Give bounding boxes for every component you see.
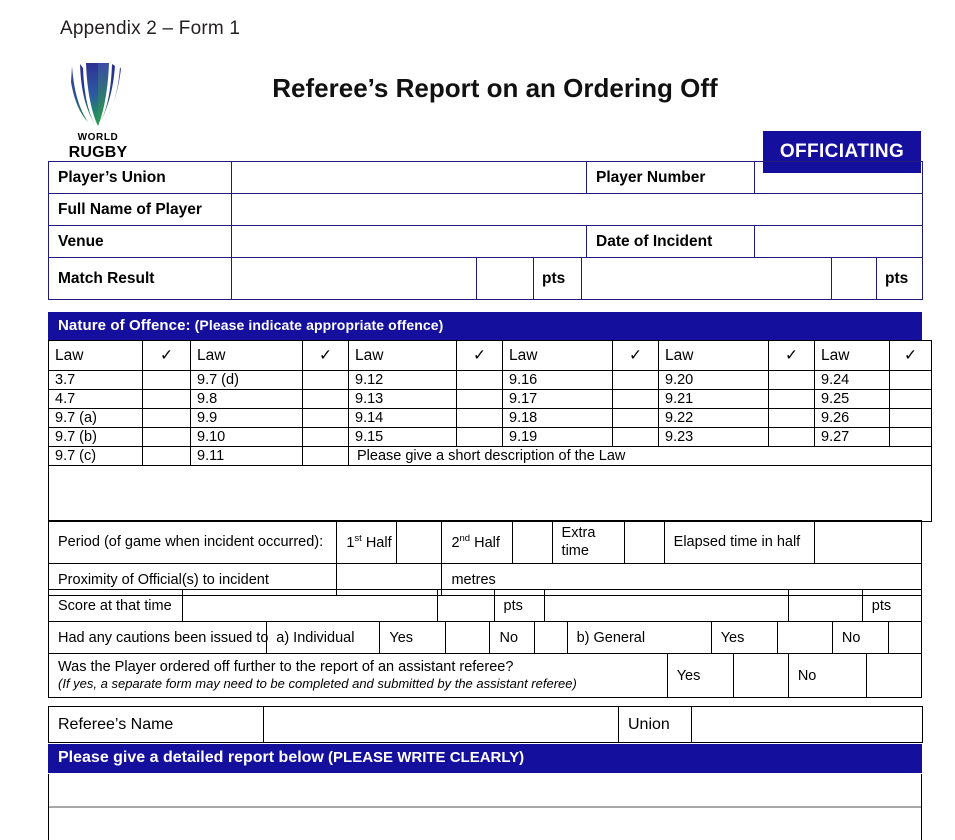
- tick-column-header-6: ✓: [890, 341, 932, 371]
- table-row: [49, 707, 923, 743]
- law-code: 3.7: [49, 371, 143, 390]
- officiating-badge: OFFICIATING: [763, 131, 921, 173]
- law-code: 9.13: [349, 390, 457, 409]
- match-result-team2-field[interactable]: [582, 258, 832, 300]
- table-row: [49, 447, 932, 466]
- cautions-individual-label: a) Individual: [267, 622, 380, 654]
- period-label: Period (of game when incident occurred):: [49, 521, 337, 564]
- brand-line-2: RUGBY: [68, 144, 128, 161]
- table-row: [49, 622, 922, 654]
- tick-column-header-3: ✓: [457, 341, 503, 371]
- law-checkbox[interactable]: [769, 371, 815, 390]
- law-code: 9.15: [349, 428, 457, 447]
- cautions-general-no-checkbox[interactable]: [888, 622, 921, 654]
- proximity-metres-label: metres: [442, 564, 922, 596]
- law-column-header-4: Law: [503, 341, 613, 371]
- law-code: 9.7 (b): [49, 428, 143, 447]
- match-result-pts-2: pts: [877, 258, 923, 300]
- players-union-field[interactable]: [232, 162, 587, 194]
- law-code: 9.21: [659, 390, 769, 409]
- first-half-label: [337, 521, 397, 564]
- law-code: 9.11: [191, 447, 303, 466]
- players-union-label: Player’s Union: [49, 162, 232, 194]
- referee-union-label: Union: [619, 707, 692, 743]
- match-result-pts-1: pts: [534, 258, 582, 300]
- assistant-yes-label: Yes: [667, 654, 733, 698]
- law-checkbox[interactable]: [143, 371, 191, 390]
- cautions-individual-no-label: No: [490, 622, 534, 654]
- law-code: 9.23: [659, 428, 769, 447]
- tick-column-header-2: ✓: [303, 341, 349, 371]
- table-row: [49, 466, 932, 522]
- incident-details-table: [48, 520, 922, 596]
- report-section-header: [48, 744, 922, 773]
- nature-of-offence-section: [48, 312, 922, 522]
- second-half-ordinal: nd: [459, 533, 471, 545]
- law-code: 9.8: [191, 390, 303, 409]
- player-details-table: [48, 161, 923, 258]
- law-description-prompt: Please give a short description of the Law: [349, 447, 932, 466]
- law-code: 9.22: [659, 409, 769, 428]
- table-row: [49, 162, 923, 194]
- world-rugby-wordmark: [52, 128, 144, 161]
- cautions-general-yes-checkbox[interactable]: [777, 622, 832, 654]
- page-title: Referee’s Report on an Ordering Off: [272, 73, 718, 103]
- table-row: [49, 371, 932, 390]
- first-half-checkbox[interactable]: [397, 521, 442, 564]
- law-code: 9.14: [349, 409, 457, 428]
- first-half-ordinal: st: [354, 533, 362, 545]
- shield-icon: [52, 62, 144, 130]
- match-result-score1-field[interactable]: [477, 258, 534, 300]
- law-checkbox[interactable]: [769, 409, 815, 428]
- cautions-individual-yes-label: Yes: [380, 622, 446, 654]
- table-row: [49, 428, 932, 447]
- table-row: [49, 654, 922, 698]
- law-code: 9.7 (c): [49, 447, 143, 466]
- law-code: 9.20: [659, 371, 769, 390]
- table-row: [49, 258, 923, 300]
- law-checkbox[interactable]: [890, 371, 932, 390]
- law-code: 9.17: [503, 390, 613, 409]
- score-table: [48, 589, 922, 622]
- full-name-label: Full Name of Player: [49, 194, 232, 226]
- score-value2-field[interactable]: [788, 590, 862, 622]
- date-of-incident-label: Date of Incident: [587, 226, 755, 258]
- law-code: 9.25: [815, 390, 890, 409]
- date-of-incident-field[interactable]: [755, 226, 923, 258]
- law-code: 9.19: [503, 428, 613, 447]
- law-code: 9.9: [191, 409, 303, 428]
- law-column-header-1: Law: [49, 341, 143, 371]
- law-checkbox[interactable]: [143, 390, 191, 409]
- law-checkbox[interactable]: [303, 409, 349, 428]
- law-column-header-5: Law: [659, 341, 769, 371]
- report-line[interactable]: [49, 774, 921, 808]
- law-checkbox[interactable]: [613, 390, 659, 409]
- law-checkbox[interactable]: [890, 409, 932, 428]
- referee-name-field[interactable]: [264, 707, 619, 743]
- match-result-label: Match Result: [49, 258, 232, 300]
- law-checkbox[interactable]: [143, 447, 191, 466]
- score-value1-field[interactable]: [438, 590, 494, 622]
- venue-label: Venue: [49, 226, 232, 258]
- law-code: 9.10: [191, 428, 303, 447]
- assistant-yes-checkbox[interactable]: [733, 654, 788, 698]
- proximity-label: Proximity of Official(s) to incident: [49, 564, 337, 596]
- cautions-table: [48, 621, 922, 654]
- cautions-general-no-label: No: [832, 622, 888, 654]
- law-code: 9.7 (d): [191, 371, 303, 390]
- report-body: [48, 774, 922, 840]
- law-checkbox[interactable]: [303, 390, 349, 409]
- appendix-label: Appendix 2 – Form 1: [60, 18, 241, 39]
- score-team1-field[interactable]: [183, 590, 438, 622]
- referee-union-field[interactable]: [692, 707, 923, 743]
- score-pts-2: pts: [862, 590, 921, 622]
- law-code: 9.26: [815, 409, 890, 428]
- law-checkbox[interactable]: [457, 371, 503, 390]
- law-code: 9.24: [815, 371, 890, 390]
- venue-field[interactable]: [232, 226, 587, 258]
- law-checkbox[interactable]: [457, 428, 503, 447]
- second-half-checkbox[interactable]: [512, 521, 552, 564]
- law-checkbox[interactable]: [890, 390, 932, 409]
- law-checkbox[interactable]: [769, 428, 815, 447]
- assistant-question-text: Was the Player ordered off further to the report of an assistant referee?: [58, 659, 514, 676]
- law-code: 4.7: [49, 390, 143, 409]
- form-header: [0, 58, 955, 162]
- law-description-field[interactable]: [49, 466, 932, 522]
- extra-time-label: Extra time: [552, 521, 624, 564]
- law-checkbox[interactable]: [303, 371, 349, 390]
- law-checkbox[interactable]: [303, 447, 349, 466]
- offence-header-main: Nature of Offence:: [58, 317, 191, 334]
- elapsed-time-field[interactable]: [814, 521, 921, 564]
- table-row: [49, 194, 923, 226]
- law-code: 9.12: [349, 371, 457, 390]
- match-result-team1-field[interactable]: [232, 258, 477, 300]
- law-checkbox[interactable]: [303, 428, 349, 447]
- law-code: 9.27: [815, 428, 890, 447]
- elapsed-time-label: Elapsed time in half: [664, 521, 814, 564]
- world-rugby-logo: [52, 62, 144, 161]
- score-pts-1: pts: [494, 590, 544, 622]
- law-column-header-3: Law: [349, 341, 457, 371]
- first-half-word: Half: [361, 535, 392, 552]
- cautions-general-yes-label: Yes: [711, 622, 777, 654]
- table-row: [49, 521, 922, 564]
- offence-header-sub: (Please indicate appropriate offence): [190, 317, 444, 333]
- table-row: [49, 390, 932, 409]
- law-column-header-2: Law: [191, 341, 303, 371]
- tick-column-header-4: ✓: [613, 341, 659, 371]
- table-row: [49, 409, 932, 428]
- extra-time-checkbox[interactable]: [624, 521, 664, 564]
- referee-name-label: Referee’s Name: [49, 707, 264, 743]
- player-number-field[interactable]: [755, 162, 923, 194]
- law-code: 9.16: [503, 371, 613, 390]
- law-code: 9.18: [503, 409, 613, 428]
- second-half-number: 2: [451, 535, 460, 552]
- tick-column-header-5: ✓: [769, 341, 815, 371]
- cautions-individual-yes-checkbox[interactable]: [446, 622, 490, 654]
- report-header-caps: (PLEASE WRITE CLEARLY): [323, 749, 525, 766]
- nature-of-offence-header: [48, 312, 922, 340]
- score-team2-field[interactable]: [544, 590, 788, 622]
- player-number-label: Player Number: [587, 162, 755, 194]
- brand-line-1: WORLD: [77, 132, 119, 143]
- law-checkbox[interactable]: [890, 428, 932, 447]
- law-code: 9.7 (a): [49, 409, 143, 428]
- cautions-individual-no-checkbox[interactable]: [534, 622, 567, 654]
- match-result-table: [48, 257, 923, 300]
- assistant-question-note: (If yes, a separate form may need to be completed and submitted by the assistant referee): [58, 676, 577, 692]
- assistant-no-checkbox[interactable]: [866, 654, 921, 698]
- law-checkbox[interactable]: [613, 409, 659, 428]
- score-label: Score at that time: [49, 590, 183, 622]
- tick-column-header-1: ✓: [143, 341, 191, 371]
- assistant-referee-question: [49, 654, 668, 698]
- first-half-number: 1: [346, 535, 355, 552]
- law-checkbox[interactable]: [143, 409, 191, 428]
- law-checkbox[interactable]: [613, 428, 659, 447]
- law-checkbox[interactable]: [457, 390, 503, 409]
- law-column-header-6: Law: [815, 341, 890, 371]
- report-line[interactable]: [49, 808, 921, 840]
- law-checkbox[interactable]: [143, 428, 191, 447]
- law-checkbox[interactable]: [769, 390, 815, 409]
- full-name-field[interactable]: [232, 194, 923, 226]
- table-row: [49, 590, 922, 622]
- law-checkbox[interactable]: [457, 409, 503, 428]
- table-row: [49, 226, 923, 258]
- report-header-main: Please give a detailed report below: [58, 749, 324, 766]
- referee-table: [48, 706, 923, 743]
- law-checkbox[interactable]: [613, 371, 659, 390]
- law-selection-table: [48, 340, 932, 522]
- table-row: [49, 341, 932, 371]
- assistant-no-label: No: [788, 654, 866, 698]
- match-result-score2-field[interactable]: [832, 258, 877, 300]
- cautions-label: Had any cautions been issued to: [49, 622, 267, 654]
- assistant-referee-table: [48, 653, 922, 698]
- second-half-word: Half: [470, 535, 500, 552]
- cautions-general-label: b) General: [567, 622, 711, 654]
- second-half-label: [442, 521, 512, 564]
